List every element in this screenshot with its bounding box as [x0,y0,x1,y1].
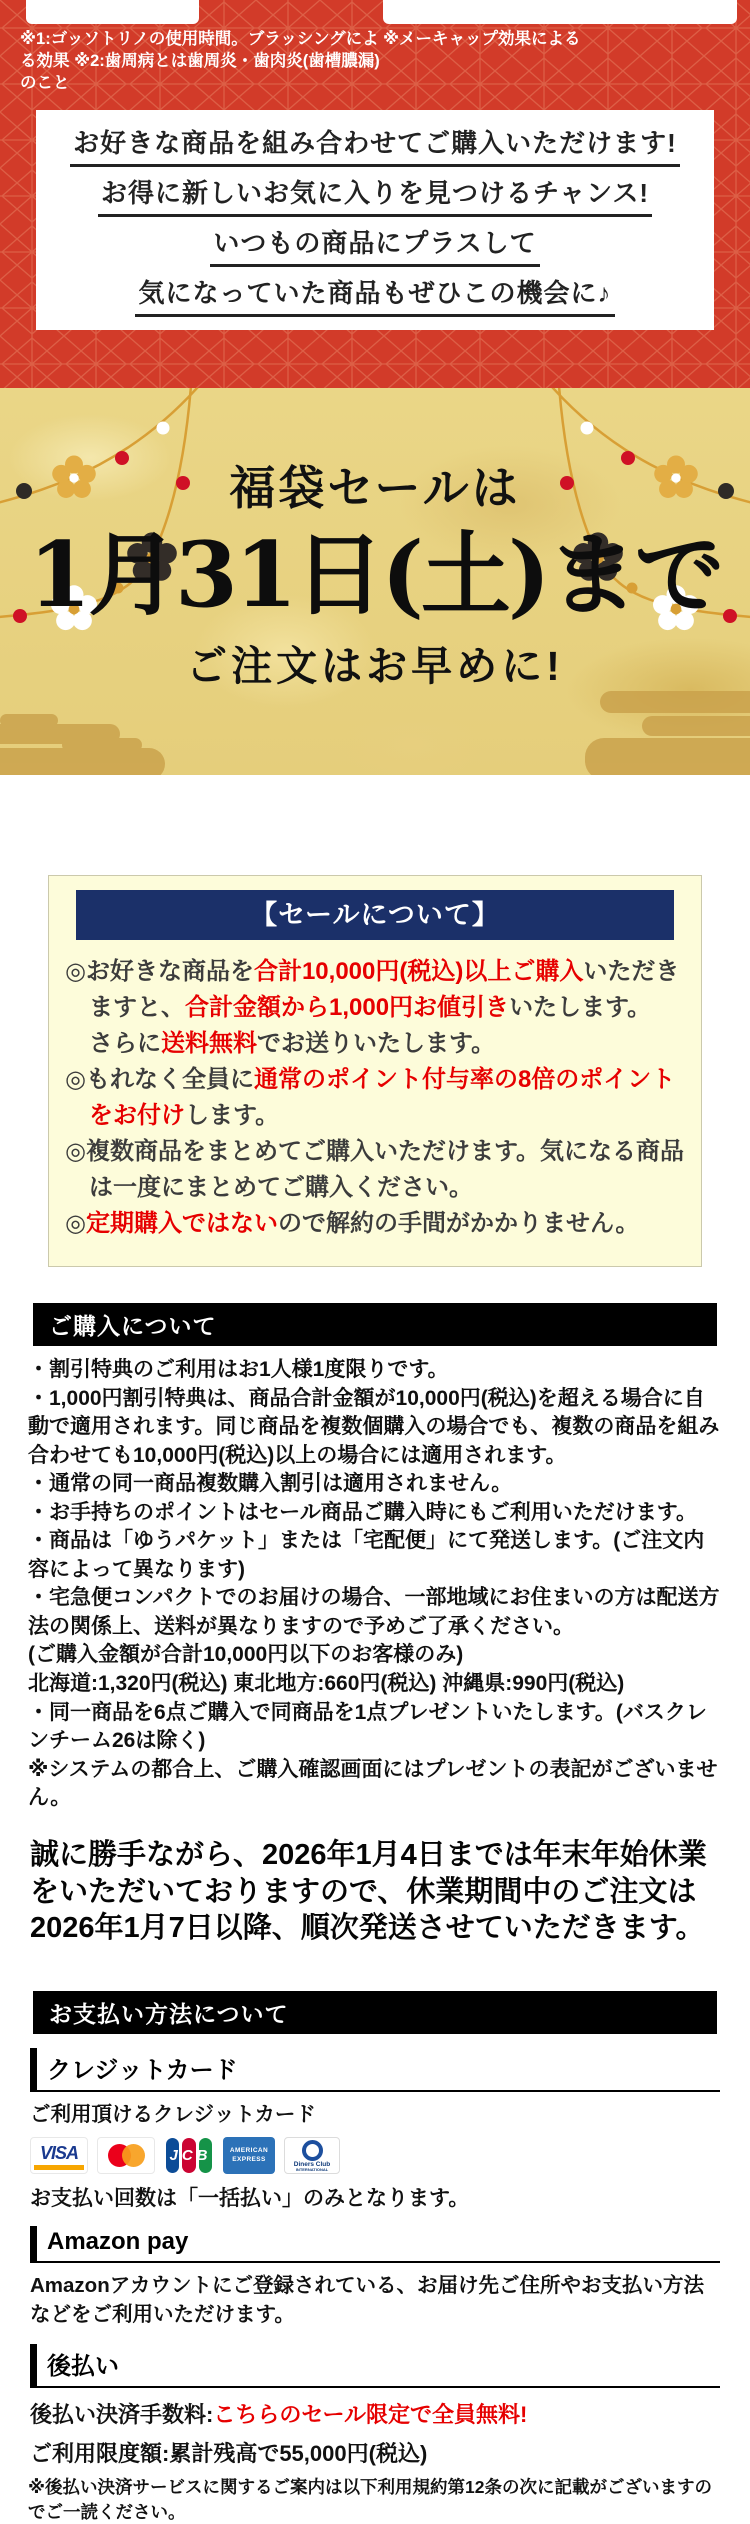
purchase-info-line: ・商品は「ゆうパケット」または「宅配便」にて発送します。(ご注文内容によって異なります) [28,1529,705,1581]
disclaimer-note-left: ※1:ゴッソトリノの使用時間。ブラッシングによる効果 ※2:歯周病とは歯周炎・歯肉炎(歯槽膿漏)のこと [20,30,380,92]
red-pattern-section [0,0,750,388]
banner-deadline-date: 1月31日(土)まで [28,522,722,628]
sale-benefit-item: ◎お好きな商品を合計10,000円(税込)以上ご購入いただきますと、合計金額から1,000円お値引きいたします。 さらに送料無料でお送りいたします。 [65,958,680,1057]
amex-icon: AMERICAN EXPRESS [223,2137,275,2174]
sale-about-box [48,875,702,1267]
credit-card-title: クレジットカード [47,2057,238,2085]
banner-line-1: 福袋セールは [229,462,521,514]
sale-benefit-list [63,954,687,1242]
jcb-icon: JCB [164,2137,214,2174]
holiday-notice: 誠に勝手ながら、2026年1月4日までは年末年始休業をいただいておりますので、休業期間中のご注文は2026年1月7日以降、順次発送させていただきます。 [30,1838,707,1945]
diners-icon: Diners Club INTERNATIONAL [284,2137,340,2174]
disclaimer-note-right: ※メーキャップ効果による [383,30,581,48]
sale-intro-lines [36,117,714,323]
credit-card-note: お支払い回数は「一括払い」のみとなります。 [30,2187,470,2211]
purchase-section-header: ご購入について [33,1303,717,1346]
intro-line: いつもの商品にプラスして [36,223,714,267]
visa-icon: VISA [30,2137,88,2174]
top-card-remnant-right [383,0,737,24]
intro-line: お得に新しいお気に入りを見つけるチャンス! [36,173,714,217]
deferred-payment-title: 後払い [47,2352,119,2380]
purchase-info-line: 北海道:1,320円(税込) 東北地方:660円(税込) 沖縄県:990円(税込) [28,1672,625,1696]
credit-card-sub-label: ご利用頂けるクレジットカード [30,2103,316,2127]
deferred-terms-note: ※後払い決済サービスに関するご案内は以下利用規約第12条の次に記載がございますのでご一読ください。 [28,2476,712,2522]
deferred-fee-value: こちらのセール限定で全員無料! [213,2401,528,2427]
sale-benefit-item: ◎定期購入ではないので解約の手間がかかりません。 [65,1210,640,1237]
payment-section-header: お支払い方法について [33,1991,717,2034]
deferred-limit-line: ご利用限度額:累計残高で55,000円(税込) [30,2440,428,2466]
amazon-pay-description: Amazonアカウントにご登録されている、お届け先ご住所やお支払い方法などをご利用いただけます。 [30,2274,705,2327]
purchase-info-line: ・宅急便コンパクトでのお届けの場合、一部地域にお住まいの方は配送方法の関係上、送料が異なりますので予めご了承ください。 [28,1586,720,1638]
purchase-info-line: ・1,000円割引特典は、商品合計金額が10,000円(税込)を超える場合に自動で適用されます。同じ商品を複数個購入の場合でも、複数の商品を組み合わせても10,000円(税込)以上の場合には適用されます。 [28,1386,720,1467]
deferred-fee-line: 後払い決済手数料:こちらのセール限定で全員無料! [30,2401,528,2427]
sale-benefit-item: ◎もれなく全員に通常のポイント付与率の8倍のポイントをお付けします。 [65,1066,676,1129]
amazon-pay-title: Amazon pay [47,2228,189,2256]
purchase-info-line: ・お手持ちのポイントはセール商品ご購入時にもご利用いただけます。 [28,1500,698,1524]
heading-tick-icon [30,2226,37,2261]
sale-benefit-item: ◎複数商品をまとめてご購入いただけます。気になる商品は一度にまとめてご購入ください。 [65,1138,685,1201]
purchase-info-line: ・同一商品を6点ご購入で同商品を1点プレゼントいたします。(バスクレンチーム26は除く) [28,1700,707,1753]
purchase-info-list [28,1356,722,1813]
card-brand-row [30,2137,720,2174]
sale-intro-box [36,110,714,330]
credit-card-subheading [30,2048,720,2092]
amazon-pay-subheading [30,2226,720,2263]
sale-about-title: 【セールについて】 [76,890,674,940]
cloud-decoration-icon [0,691,750,775]
banner-line-3: ご注文はお早めに! [186,643,564,689]
purchase-info-line: ・通常の同一商品複数購入割引は適用されません。 [28,1472,513,1496]
top-card-remnant-left [26,0,199,24]
deadline-banner [0,388,750,775]
mastercard-icon [97,2137,155,2174]
deferred-payment-subheading [30,2344,720,2388]
intro-line: 気になっていた商品もぜひこの機会に♪ [36,273,714,317]
purchase-info-line: ※システムの都合上、ご購入確認画面にはプレゼントの表記がございません。 [28,1757,718,1810]
intro-line: お好きな商品を組み合わせてご購入いただけます! [36,123,714,167]
disclaimer-notes [20,29,740,94]
heading-tick-icon [30,2344,37,2386]
heading-tick-icon [30,2048,37,2090]
purchase-info-line: (ご購入金額が合計10,000円以下のお客様のみ) [28,1643,464,1667]
purchase-info-line: ・割引特典のご利用はお1人様1度限りです。 [28,1358,449,1381]
